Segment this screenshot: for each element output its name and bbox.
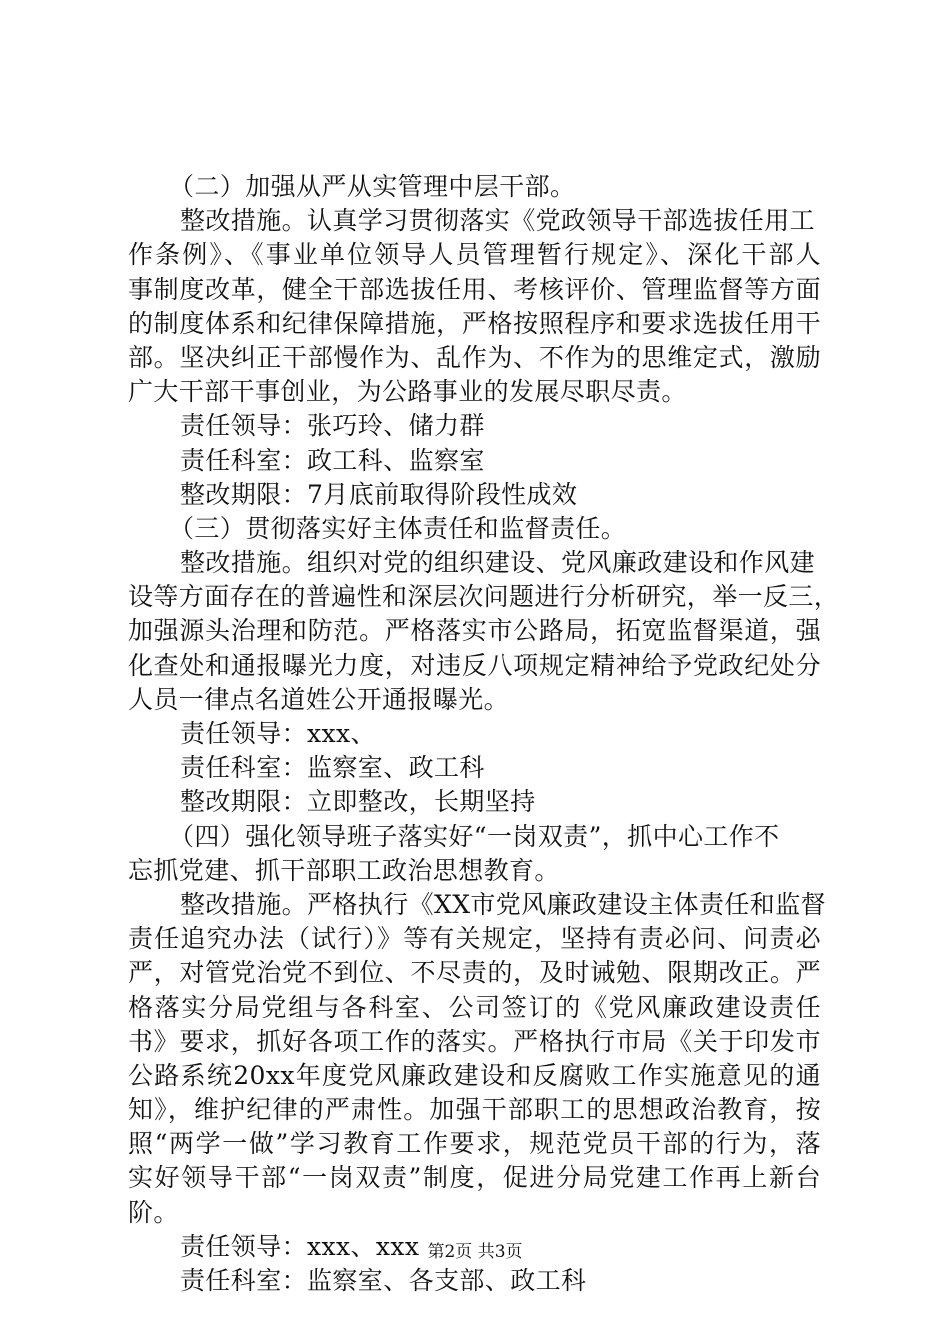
- paragraph-line: 化查处和通报曝光力度，对违反八项规定精神给予党政纪处分: [128, 650, 821, 680]
- paragraph-line: 事制度改革，健全干部选拔任用、考核评价、管理监督等方面: [128, 274, 821, 304]
- document-body: [0, 170, 950, 1298]
- paragraph-line: 公路系统20xx年度党风廉政建设和反腐败工作实施意见的通: [128, 1060, 821, 1090]
- paragraph-line: 加强源头治理和防范。严格落实市公路局，拓宽监督渠道，强: [128, 616, 821, 646]
- paragraph-line: 广大干部干事创业，为公路事业的发展尽职尽责。: [128, 377, 687, 407]
- paragraph-line: 整改措施。认真学习贯彻落实《党政领导干部选拔任用工: [180, 206, 816, 236]
- section-heading-4-cont: 忘抓党建、抓干部职工政治思想教育。: [128, 855, 560, 885]
- rectification-deadline: 整改期限：7月底前取得阶段性成效: [180, 479, 578, 509]
- paragraph-line: 整改措施。组织对党的组织建设、党风廉政建设和作风建: [180, 548, 816, 578]
- responsible-department: 责任科室：监察室、政工科: [180, 753, 485, 783]
- paragraph-line: 作条例》、《事业单位领导人员管理暂行规定》、深化干部人: [128, 240, 821, 270]
- paragraph-line: 人员一律点名道姓公开通报曝光。: [128, 684, 510, 714]
- paragraph-line: 设等方面存在的普遍性和深层次问题进行分析研究，举一反三，: [128, 582, 840, 612]
- paragraph-line: 照“两学一做”学习教育工作要求，规范党员干部的行为，落: [128, 1129, 821, 1159]
- paragraph-line: 严，对管党治党不到位、不尽责的，及时诫勉、限期改正。严: [128, 958, 821, 988]
- paragraph-line: 整改措施。严格执行《XX市党风廉政建设主体责任和监督: [180, 889, 826, 919]
- paragraph-line: 实好领导干部“一岗双责”制度，促进分局党建工作再上新台: [128, 1163, 821, 1193]
- responsible-leader: 责任领导：xxx、xxx: [180, 1231, 420, 1261]
- rectification-deadline: 整改期限：立即整改，长期坚持: [180, 787, 536, 817]
- page-number-footer: 第2页 共3页: [427, 1242, 523, 1262]
- section-heading-2: （二）加强从严从实管理中层干部。: [169, 172, 576, 201]
- paragraph-line: 阶。: [128, 1197, 179, 1227]
- paragraph-line: 责任追究办法（试行）》等有关规定，坚持有责必问、问责必: [128, 924, 821, 954]
- responsible-department: 责任科室：监察室、各支部、政工科: [180, 1266, 587, 1295]
- paragraph-line: 知》，维护纪律的严肃性。加强干部职工的思想政治教育，按: [128, 1095, 821, 1125]
- paragraph-line: 书》要求，抓好各项工作的落实。严格执行市局《关于印发市: [128, 1026, 821, 1056]
- paragraph-line: 格落实分局党组与各科室、公司签订的《党风廉政建设责任: [128, 992, 821, 1022]
- paragraph-line: 部。坚决纠正干部慢作为、乱作为、不作为的思维定式，激励: [128, 342, 821, 372]
- section-heading-3: （三）贯彻落实好主体责任和监督责任。: [169, 513, 627, 543]
- paragraph-line: 的制度体系和纪律保障措施，严格按照程序和要求选拔任用干: [128, 308, 821, 338]
- section-heading-4: （四）强化领导班子落实好“一岗双责”，抓中心工作不: [169, 821, 780, 851]
- responsible-leader: 责任领导：张巧玲、储力群: [180, 411, 485, 441]
- responsible-leader: 责任领导：xxx、: [180, 719, 376, 748]
- responsible-department: 责任科室：政工科、监察室: [180, 445, 485, 475]
